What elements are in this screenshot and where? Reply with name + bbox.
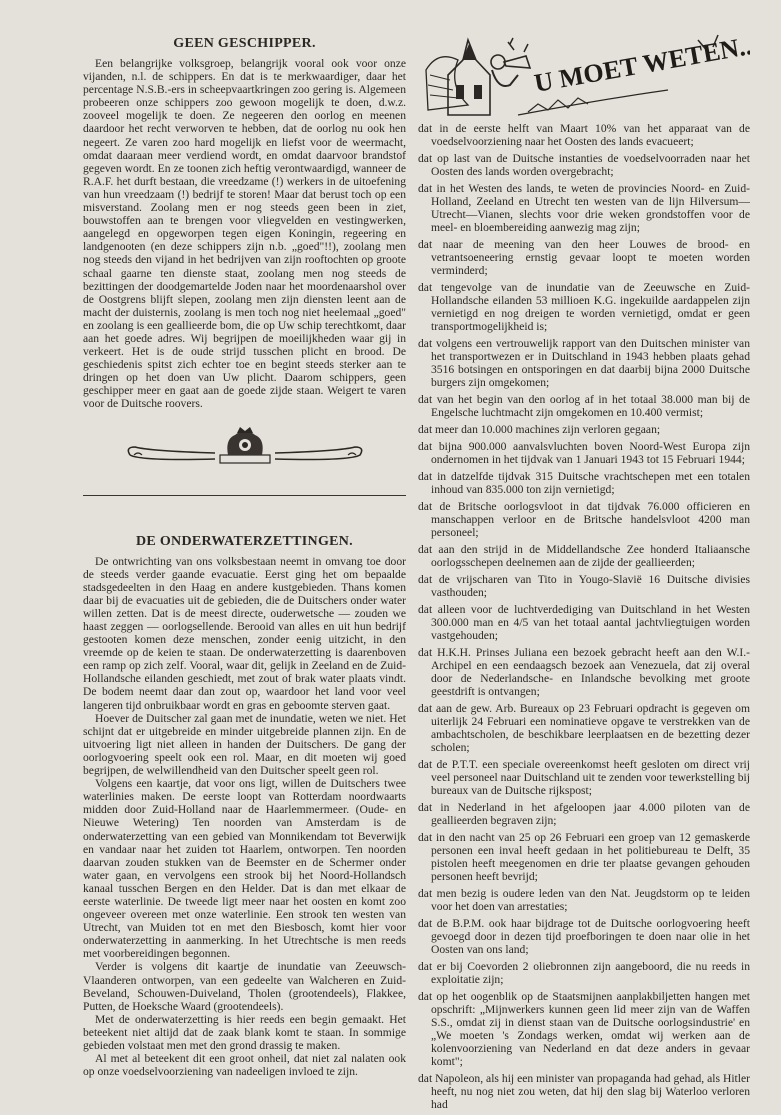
list-item: dat aan de gew. Arb. Bureaux op 23 Februari opdracht is gegeven om uiterlijk 24 Februari een nominatieve opgave te verstrekken van de ambachtscholen, de beschikbare leerplaatsen en de bezetting dezer scholen; [418, 702, 750, 754]
list-item: dat in den nacht van 25 op 26 Februari een groep van 12 gemaskerde personen een inval heeft gedaan in het politiebureau te Delft, 35 pistolen heeft meegenomen en drie ter plaatse gevangen gehouden personen heeft bevrijd; [418, 831, 750, 883]
paragraph: Hoever de Duitscher zal gaan met de inundatie, weten we niet. Het schijnt dat er uitgebreide en minder uitgebreide plannen zijn. En de uitvoering ligt niet alleen in handen der Duitschers. De gang der oorlogvoering speelt ook een rol. Maar, en dit moeten wij goed begrijpen, de welwillendheid van den Duitscher speelt geen rol. [83, 711, 406, 778]
list-item: dat bijna 900.000 aanvalsvluchten boven Noord-West Europa zijn ondernomen in het tijdvak van 1 Januari 1943 tot 15 Februari 1944; [418, 440, 750, 466]
list-item: dat van het begin van den oorlog af in het totaal 38.000 man bij de Engelsche luchtmacht zijn omgekomen en 10.400 vermist; [418, 393, 750, 419]
list-item: dat in datzelfde tijdvak 315 Duitsche vrachtschepen met een totalen inhoud van 835.000 ton zijn vernietigd; [418, 470, 750, 496]
article-geen-geschipper [83, 36, 406, 411]
list-item: dat de vrijscharen van Tito in Yougo-Slavië 16 Duitsche divisies vasthouden; [418, 573, 750, 599]
u-moet-weten-banner [418, 30, 750, 122]
paragraph: De ontwrichting van ons volksbestaan neemt in omvang toe door de steeds verder gaande evacuatie. Eerst ging het om bepaalde stadsgedeelten in den Haag en andere kustgebieden. Thans komen daar bij de evacuaties uit de gebieden, die de Duitschers onder water willen zetten. Dat is de meest directe, ouderwetsche — zouden we haast zeggen — oorlogsellende. Berooid van alles en uit hun bedrijf gestooten komen deze menschen, zonder eenig uitzicht, in den vreemde op de keien te staan. De onderwaterzetting is daarenboven een ramp op zich zelf. Vooral, waar dit, gelijk in Zeeland en de Zuid-Hollandsche eilanden geschiedt, met zout of brak water plaats vindt. De bodem neemt daar dan zout op, waardoor het land voor veel langeren tijd onbruikbaar wordt en gras en geboomte sterven gaat. [83, 554, 406, 712]
list-item: dat alleen voor de luchtverdediging van Duitschland in het Westen 300.000 man en 4/5 van het totaal aantal jachtvliegtuigen worden vastgehouden; [418, 603, 750, 642]
article-onderwaterzettingen [83, 534, 406, 1079]
paragraph: Volgens een kaartje, dat voor ons ligt, willen de Duitschers twee waterlinies maken. De eerste loopt van Rotterdam noordwaarts midden door Zuid-Holland naar de Haarlemmermeer. (Oude- en Nieuwe Wetering) Ten noorden van Amsterdam is de onderwaterzetting van een gebied van Monnikendam tot Beverwijk en vandaar naar het zuiden tot Haarlem, ontworpen. Ten noorden daarvan zouden stukken van de Beemster en de Schermer onder water gaan, en vervolgens een strook bij het Noord-Hollandsch kanaal tusschen Bergen en den Helder. Dat is dan met elkaar de eerste waterlinie. De tweede ligt meer naar het oosten en komt zoo ongeveer overeen met onze waterlinie. Een strook ten westen van Utrecht, van Muiden tot en met den Biesbosch, komt hier voor onderwaterzetting in aanmerking. In het Utrechtsche is men reeds met voorbereidingen begonnen. [83, 777, 406, 961]
section-divider [83, 495, 406, 496]
list-item: dat in de eerste helft van Maart 10% van het apparaat van de voedselvoorziening naar het Oosten des lands evacueert; [418, 122, 750, 148]
list-item: dat volgens een vertrouwelijk rapport van den Duitschen minister van het transportwezen er in Duitschland in 1943 hebben plaats gehad 3516 botsingen en ontsporingen en dat daarbij bijna 2000 Duitsche burgers zijn omgekomen; [418, 337, 750, 389]
list-item: dat er bij Coevorden 2 oliebronnen zijn aangeboord, die nu reeds in exploitatie zijn; [418, 960, 750, 986]
left-column [83, 36, 406, 1078]
list-item: dat op last van de Duitsche instanties de voedselvoorraden naar het Oosten des lands worden overgebracht; [418, 152, 750, 178]
list-item: dat naar de meening van den heer Louwes de brood- en vetrantsoeneering ernstig gevaar loopt te moeten worden verminderd; [418, 238, 750, 277]
article-body [83, 57, 406, 411]
list-item: dat men bezig is oudere leden van den Nat. Jeugdstorm op te leiden voor het doen van arrestaties; [418, 887, 750, 913]
list-item: dat de B.P.M. ook haar bijdrage tot de Duitsche oorlogvoering heeft gevoegd door in dezen tijd proefboringen te doen naar olie in het Oosten van ons land; [418, 917, 750, 956]
royal-crest-ornament [83, 425, 406, 469]
article-title: GEEN GESCHIPPER. [173, 36, 316, 51]
right-column [418, 30, 750, 1115]
paragraph: Met de onderwaterzetting is hier reeds een begin gemaakt. Het beteekent niet altijd dat de zaak blank komt te staan. In sommige gebieden volstaat men met den grond drassig te maken. [83, 1012, 406, 1052]
list-item: dat meer dan 10.000 machines zijn verloren gegaan; [418, 423, 661, 436]
list-item: dat de Britsche oorlogsvloot in dat tijdvak 76.000 officieren en manschappen verloor en de Britsche handelsvloot 4200 man personeel; [418, 500, 750, 539]
paragraph: Een belangrijke volksgroep, belangrijk vooral ook voor onze vijanden, n.l. de schippers. En dat is te merkwaardiger, daar het percentage N.S.B.-ers in scheepvaartkringen zoo gering is. Algemeen probeeren onze schippers zoo gewoon mogelijk te doen, d.w.z. zooveel mogelijk te doen. Ze negeeren den oorlog en meenen daardoor het recht verworven te hebben, dat de oorlog nu ook hen negeert. Ze varen zoo hard mogelijk en liefst voor de weermacht, omdat daaraan meer verdiend wordt, en omdat daarvoor brandstof gegeven wordt. En ze toonen zich heftig verontwaardigd, wanneer de R.A.F. het durft bestaan, die vreedzame (!) werkers in de uitoefening van hun vreedzaam (!) bedrijf te storen! Maar dat berust toch op een misverstand. Zoolang men er nog steeds geen been in ziet, bouwstoffen aan te brengen voor vliegvelden en vestingwerken, aangelegd en opgeworpen tegen eigen Koningin, regeering en landgenooten (en deze schippers zijn n.b. „goed"!!), zoolang men nog steeds den vijand in het bedrijven van zijn rooftochten op groote schaal gaarne ten dienste staat, zoolang men nog steeds de bezittingen der doodgemartelde Joden naar het moordenaarshol over de Oostgrens blijft slepen, zoolang men zijn diensten leent aan de macht der duisternis, zoolang is men toch nog niet heelemaal „goed" en zoolang is een geallieerde bom, die op Uw schip terechtkomt, daar aan het goede adres. Wij begrijpen de moeilijkheden waar gij in verkeert. Het is de oude strijd tusschen plicht en brood. De geschiedenis spitst zich echter toe en begint steeds sterker aan te dringen op het doen van Uw plicht. Daarom schippers, geen geschipper meer en gaat aan de goede zijde staan. Weigert te varen voor de Duitsche roovers. [83, 57, 406, 411]
paragraph: Verder is volgens dit kaartje de inundatie van Zeeuwsch-Vlaanderen ontworpen, van een gedeelte van Walcheren en Zuid-Beveland, Schouwen-Duiveland, Tholen (grootendeels), Flakkee, Putten, de Hoeksche Waard (grootendeels). [83, 960, 406, 1013]
article-title: DE ONDERWATERZETTINGEN. [136, 533, 353, 549]
list-item: dat tengevolge van de inundatie van de Zeeuwsche en Zuid-Hollandsche eilanden 53 millioen K.G. ingekuilde aardappelen zijn vernietigd en nog dreigen te worden vernietigd, omdat er geen transportmogelijkheid is; [418, 281, 750, 333]
banner-title: U MOET WETEN... [532, 30, 750, 98]
paragraph: Al met al beteekent dit een groot onheil, dat niet zal nalaten ook op onze voedselvoorziening van nadeeligen invloed te zijn. [83, 1052, 406, 1079]
list-item: dat in het Westen des lands, te weten de provincies Noord- en Zuid-Holland, Zeeland en Utrecht ten westen van de lijn Hilversum—Utrecht—Vianen, slechts voor drie weken grondstoffen voor de meel- en bloembereiding aanwezig mag zijn; [418, 182, 750, 234]
list-item: dat aan den strijd in de Middellandsche Zee honderd Italiaansche oorlogsschepen deelnemen aan de zijde der geallieerden; [418, 543, 750, 569]
list-item: dat op het oogenblik op de Staatsmijnen aanplakbiljetten hangen met opschrift: „Mijnwerkers kunnen geen lid meer zijn van de Waffen S.S., omdat zij in dienst staan van de Duitsche oorlogsindustrie' en „We moeten 's Zondags werken, omdat wij werken aan de kolenvoorziening van Nederland en dat deze anders in gevaar komt"; [418, 990, 750, 1068]
list-item: dat Napoleon, als hij een minister van propaganda had gehad, als Hitler heeft, nu nog niet zou weten, dat hij den slag bij Waterloo verloren had [418, 1072, 750, 1111]
list-item: dat in Nederland in het afgeloopen jaar 4.000 piloten van de geallieerden begraven zijn; [418, 801, 750, 827]
list-item: dat de P.T.T. een speciale overeenkomst heeft gesloten om direct vrij veel personeel naar Duitschland uit te zenden voor tewerkstelling bij bureaux van de Duitsche rijkspost; [418, 758, 750, 797]
list-item: dat H.K.H. Prinses Juliana een bezoek gebracht heeft aan den W.I.-Archipel en een eendaagsch bezoek aan Venezuela, dat zij overal door de Nederlandsche- en Inlandsche bevolking met groote geestdrift is ontvangen; [418, 646, 750, 698]
facts-list [418, 122, 750, 1111]
